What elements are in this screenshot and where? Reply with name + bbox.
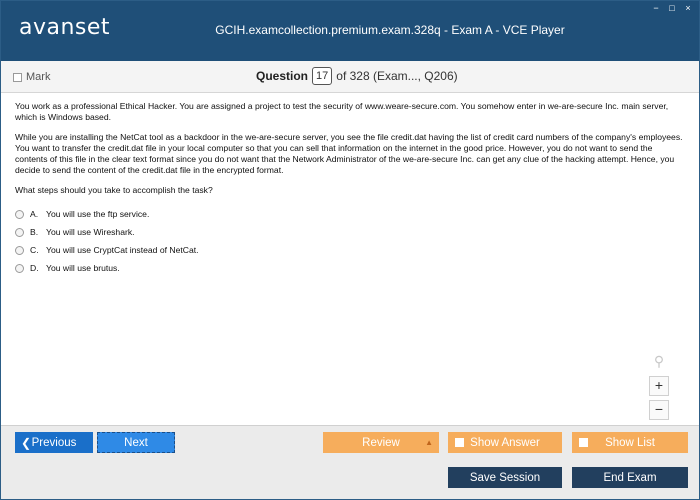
previous-button[interactable] (15, 432, 93, 453)
radio-icon[interactable] (15, 210, 24, 219)
option-text: You will use Wireshark. (46, 226, 135, 237)
triangle-up-icon: ▲ (425, 438, 433, 447)
close-icon[interactable]: × (685, 3, 691, 13)
question-paragraph: You work as a professional Ethical Hacker. You are assigned a project to test the security of www.weare-secure.com. You somehow enter in we-are-secure Inc. main server, which is Windows based. (15, 101, 669, 122)
previous-label: Previous (31, 436, 77, 449)
checkbox-icon (455, 438, 464, 447)
show-list-button[interactable] (572, 432, 688, 453)
option-a[interactable] (15, 205, 685, 223)
show-answer-button[interactable] (448, 432, 562, 453)
option-b[interactable] (15, 223, 685, 241)
question-indicator (256, 67, 458, 85)
maximize-icon[interactable]: □ (669, 3, 675, 13)
question-label: Question (256, 69, 309, 83)
navigation-bar (1, 425, 699, 461)
radio-icon[interactable] (15, 246, 24, 255)
option-text: You will use brutus. (46, 262, 120, 273)
minimize-icon[interactable]: − (653, 3, 659, 13)
option-letter: C. (30, 244, 39, 255)
option-d[interactable] (15, 259, 685, 277)
question-number-field[interactable]: 17 (312, 67, 332, 85)
review-button[interactable] (323, 432, 439, 453)
zoom-out-button[interactable]: − (649, 400, 669, 420)
question-paragraph: While you are installing the NetCat tool as a backdoor in the we-are-secure server, you see the file credit.dat having the list of credit card numbers of the company's employees. You want to transfer the credit.dat file in your local computer so that you can sell that information on the internet in the good price. However, you do not want to send the contents of this file in the clear text format since you do not want that the Network Administrator of the we-are-secure Inc. can get any clue of the hacking attempt. Hence, you decide to send the content of the credit.dat file in the encrypted format. (15, 132, 683, 175)
option-text: You will use CryptCat instead of NetCat. (46, 244, 199, 255)
option-text: You will use the ftp service. (46, 208, 150, 219)
radio-icon[interactable] (15, 264, 24, 273)
answer-options (15, 205, 685, 277)
option-c[interactable] (15, 241, 685, 259)
question-prompt: What steps should you take to accomplish the task? (15, 185, 213, 195)
save-session-button[interactable]: Save Session (448, 467, 562, 488)
question-bar (1, 61, 699, 93)
window-controls (651, 3, 693, 13)
mark-label: Mark (26, 71, 51, 83)
mark-checkbox[interactable] (13, 71, 50, 83)
magnifier-icon: ⚲ (653, 353, 665, 369)
zoom-controls (649, 353, 669, 420)
checkbox-icon (579, 438, 588, 447)
zoom-in-button[interactable]: + (649, 376, 669, 396)
show-list-label: Show List (605, 436, 655, 449)
chevron-left-icon: ❮ (21, 435, 32, 450)
option-letter: B. (30, 226, 39, 237)
question-content (1, 93, 699, 423)
option-letter: D. (30, 262, 39, 273)
next-button[interactable]: Next (97, 432, 175, 453)
radio-icon[interactable] (15, 228, 24, 237)
window-title: GCIH.examcollection.premium.exam.328q - Exam A - VCE Player (215, 23, 565, 37)
show-answer-label: Show Answer (470, 436, 540, 449)
avanset-logo: avanset (19, 15, 111, 40)
review-label: Review (362, 436, 400, 449)
question-suffix: of 328 (Exam..., Q206) (336, 69, 458, 83)
option-letter: A. (30, 208, 39, 219)
checkbox-icon[interactable] (13, 73, 22, 82)
end-exam-button[interactable]: End Exam (572, 467, 688, 488)
session-bar (1, 461, 699, 499)
title-bar (1, 1, 699, 61)
